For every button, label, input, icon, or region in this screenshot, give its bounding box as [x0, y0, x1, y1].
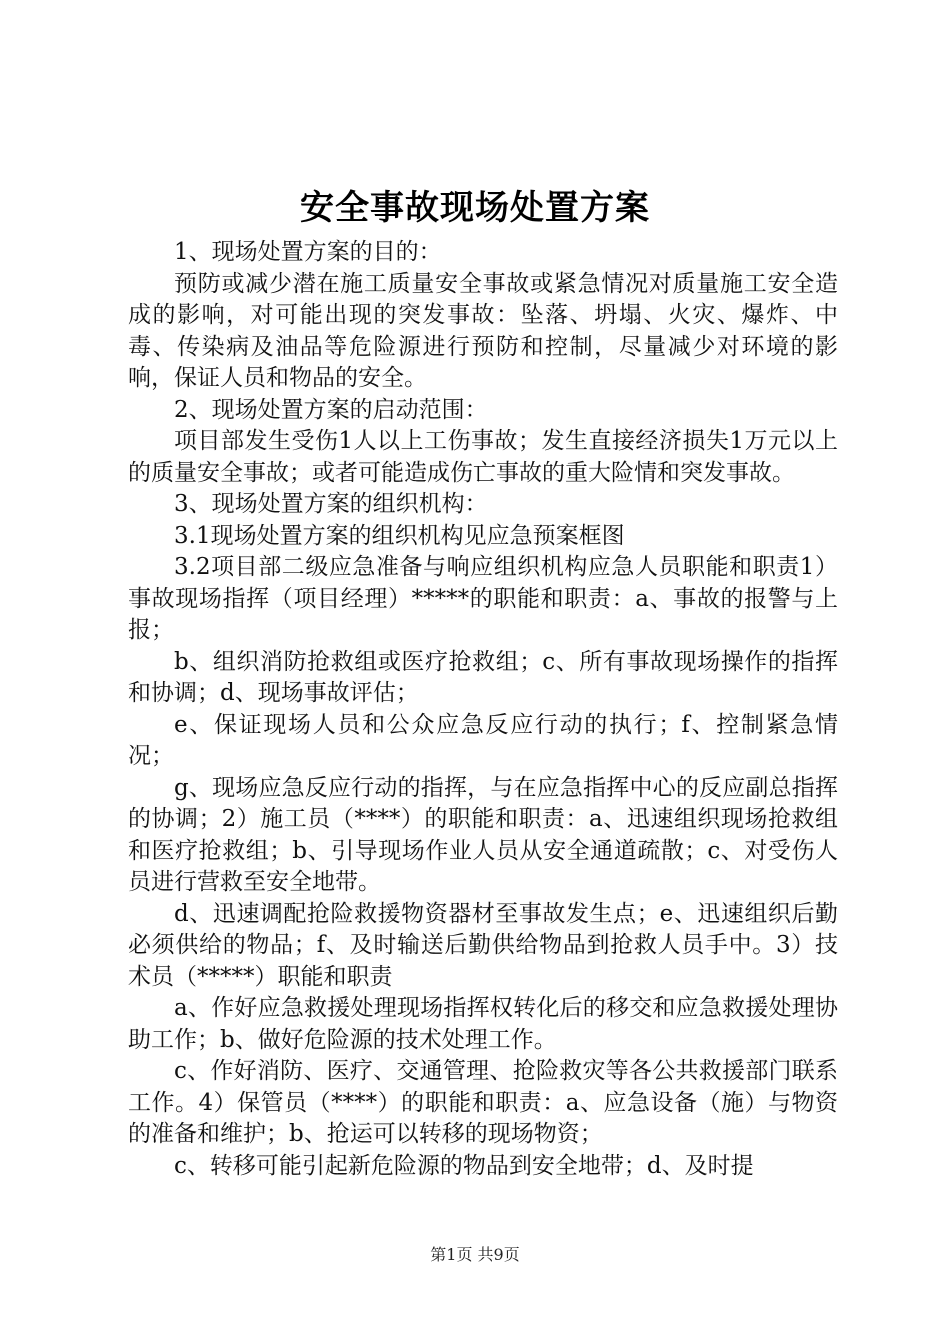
- paragraph: c、转移可能引起新危险源的物品到安全地带；d、及时提: [174, 1152, 754, 1179]
- document-title: 安全事故现场处置方案: [300, 188, 650, 228]
- paragraph: b、组织消防抢救组或医疗抢救组；c、所有事故现场操作的指挥和协调；d、现场事故评估；: [128, 648, 838, 706]
- paragraph: c、作好消防、医疗、交通管理、抢险救灾等各公共救援部门联系工作。4）保管员（****）的职能和职责：a、应急设备（施）与物资的准备和维护；b、抢运可以转移的现场物资；: [128, 1058, 838, 1147]
- paragraph: a、作好应急救援处理现场指挥权转化后的移交和应急救援处理协助工作；b、做好危险源的技术处理工作。: [128, 995, 838, 1053]
- paragraph: 1、现场处置方案的目的：: [174, 239, 442, 265]
- document-body: [128, 237, 838, 1182]
- paragraph: 3.2项目部二级应急准备与响应组织机构应急人员职能和职责1）事故现场指挥（项目经理）*****的职能和职责：a、事故的报警与上报；: [128, 554, 838, 643]
- paragraph: d、迅速调配抢险救援物资器材至事故发生点；e、迅速组织后勤必须供给的物品；f、及时输送后勤供给物品到抢救人员手中。3）技术员（*****）职能和职责: [128, 900, 838, 990]
- paragraph: 项目部发生受伤1人以上工伤事故；发生直接经济损失1万元以上的质量安全事故；或者可能造成伤亡事故的重大险情和突发事故。: [128, 428, 838, 486]
- paragraph: 3、现场处置方案的组织机构：: [174, 491, 488, 517]
- page-footer: 第1页 共9页: [430, 1245, 520, 1264]
- paragraph: 2、现场处置方案的启动范围：: [174, 396, 488, 423]
- paragraph: 3.1现场处置方案的组织机构见应急预案框图: [174, 522, 625, 549]
- paragraph: 预防或减少潜在施工质量安全事故或紧急情况对质量施工安全造成的影响，对可能出现的突发事故：坠落、坍塌、火灾、爆炸、中毒、传染病及油品等危险源进行预防和控制，尽量减少对环境的影响，保证人员和物品的安全。: [128, 270, 838, 391]
- paragraph: g、现场应急反应行动的指挥，与在应急指挥中心的反应副总指挥的协调；2）施工员（****）的职能和职责：a、迅速组织现场抢救组和医疗抢救组；b、引导现场作业人员从安全通道疏散；c、对受伤人员进行营救至安全地带。: [128, 774, 838, 895]
- paragraph: e、保证现场人员和公众应急反应行动的执行；f、控制紧急情况；: [128, 711, 838, 769]
